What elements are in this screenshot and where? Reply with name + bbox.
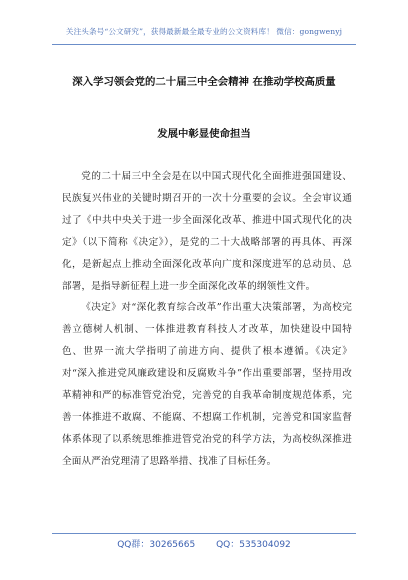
paragraph-2: [62, 297, 352, 472]
header-divider: [52, 44, 356, 45]
footer-qq: QQ：535304092: [216, 540, 291, 550]
header-banner: 关注头条号“公文研究”，获得最新最全最专业的公文资料库！ 微信：gongwenyj: [65, 27, 343, 36]
document-title-line-2: 发展中彰显使命担当: [157, 128, 251, 140]
document-title-line-1: 深入学习领会党的二十届三中全会精神 在推动学校高质量: [72, 76, 336, 88]
footer-divider: [52, 533, 356, 534]
footer-qq-group: QQ群：30265665: [117, 540, 196, 550]
paragraph-1-text: 党的二十届三中全会是在以中国式现代化全面推进强国建设、民族复兴伟业的关键时期召开的一次十分重要的会议。全会审议通过了《中共中央关于进一步全面深化改革、推进中国式现代化的决定》（以下简称《决定》），是党的二十大战略部署的再具体、再深化，是新起点上推动全面深化改革向广度和深度进军的总动员、总部署，是指导新征程上进一步全面深化改革的纲领性文件。: [62, 171, 352, 292]
document-body: [62, 166, 352, 473]
paragraph-2-text: 《决定》对“深化教育综合改革”作出重大决策部署，为高校完善立德树人机制、一体推进教育科技人才改革，加快建设中国特色、世界一流大学指明了前进方向、提供了根本遵循。《决定》对“深入推进党风廉政建设和反腐败斗争”作出重要部署，坚持用改革精神和严的标准管党治党，完善党的自我革命制度规范体系，完善一体推进不敢腐、不能腐、不想腐工作机制，完善党和国家监督体系体现了以系统思维推进管党治党的科学方法，为高校纵深推进全面从严治党理清了思路举措、找准了目标任务。: [62, 302, 352, 467]
footer-contact: [0, 537, 408, 550]
paragraph-1: [62, 166, 352, 297]
